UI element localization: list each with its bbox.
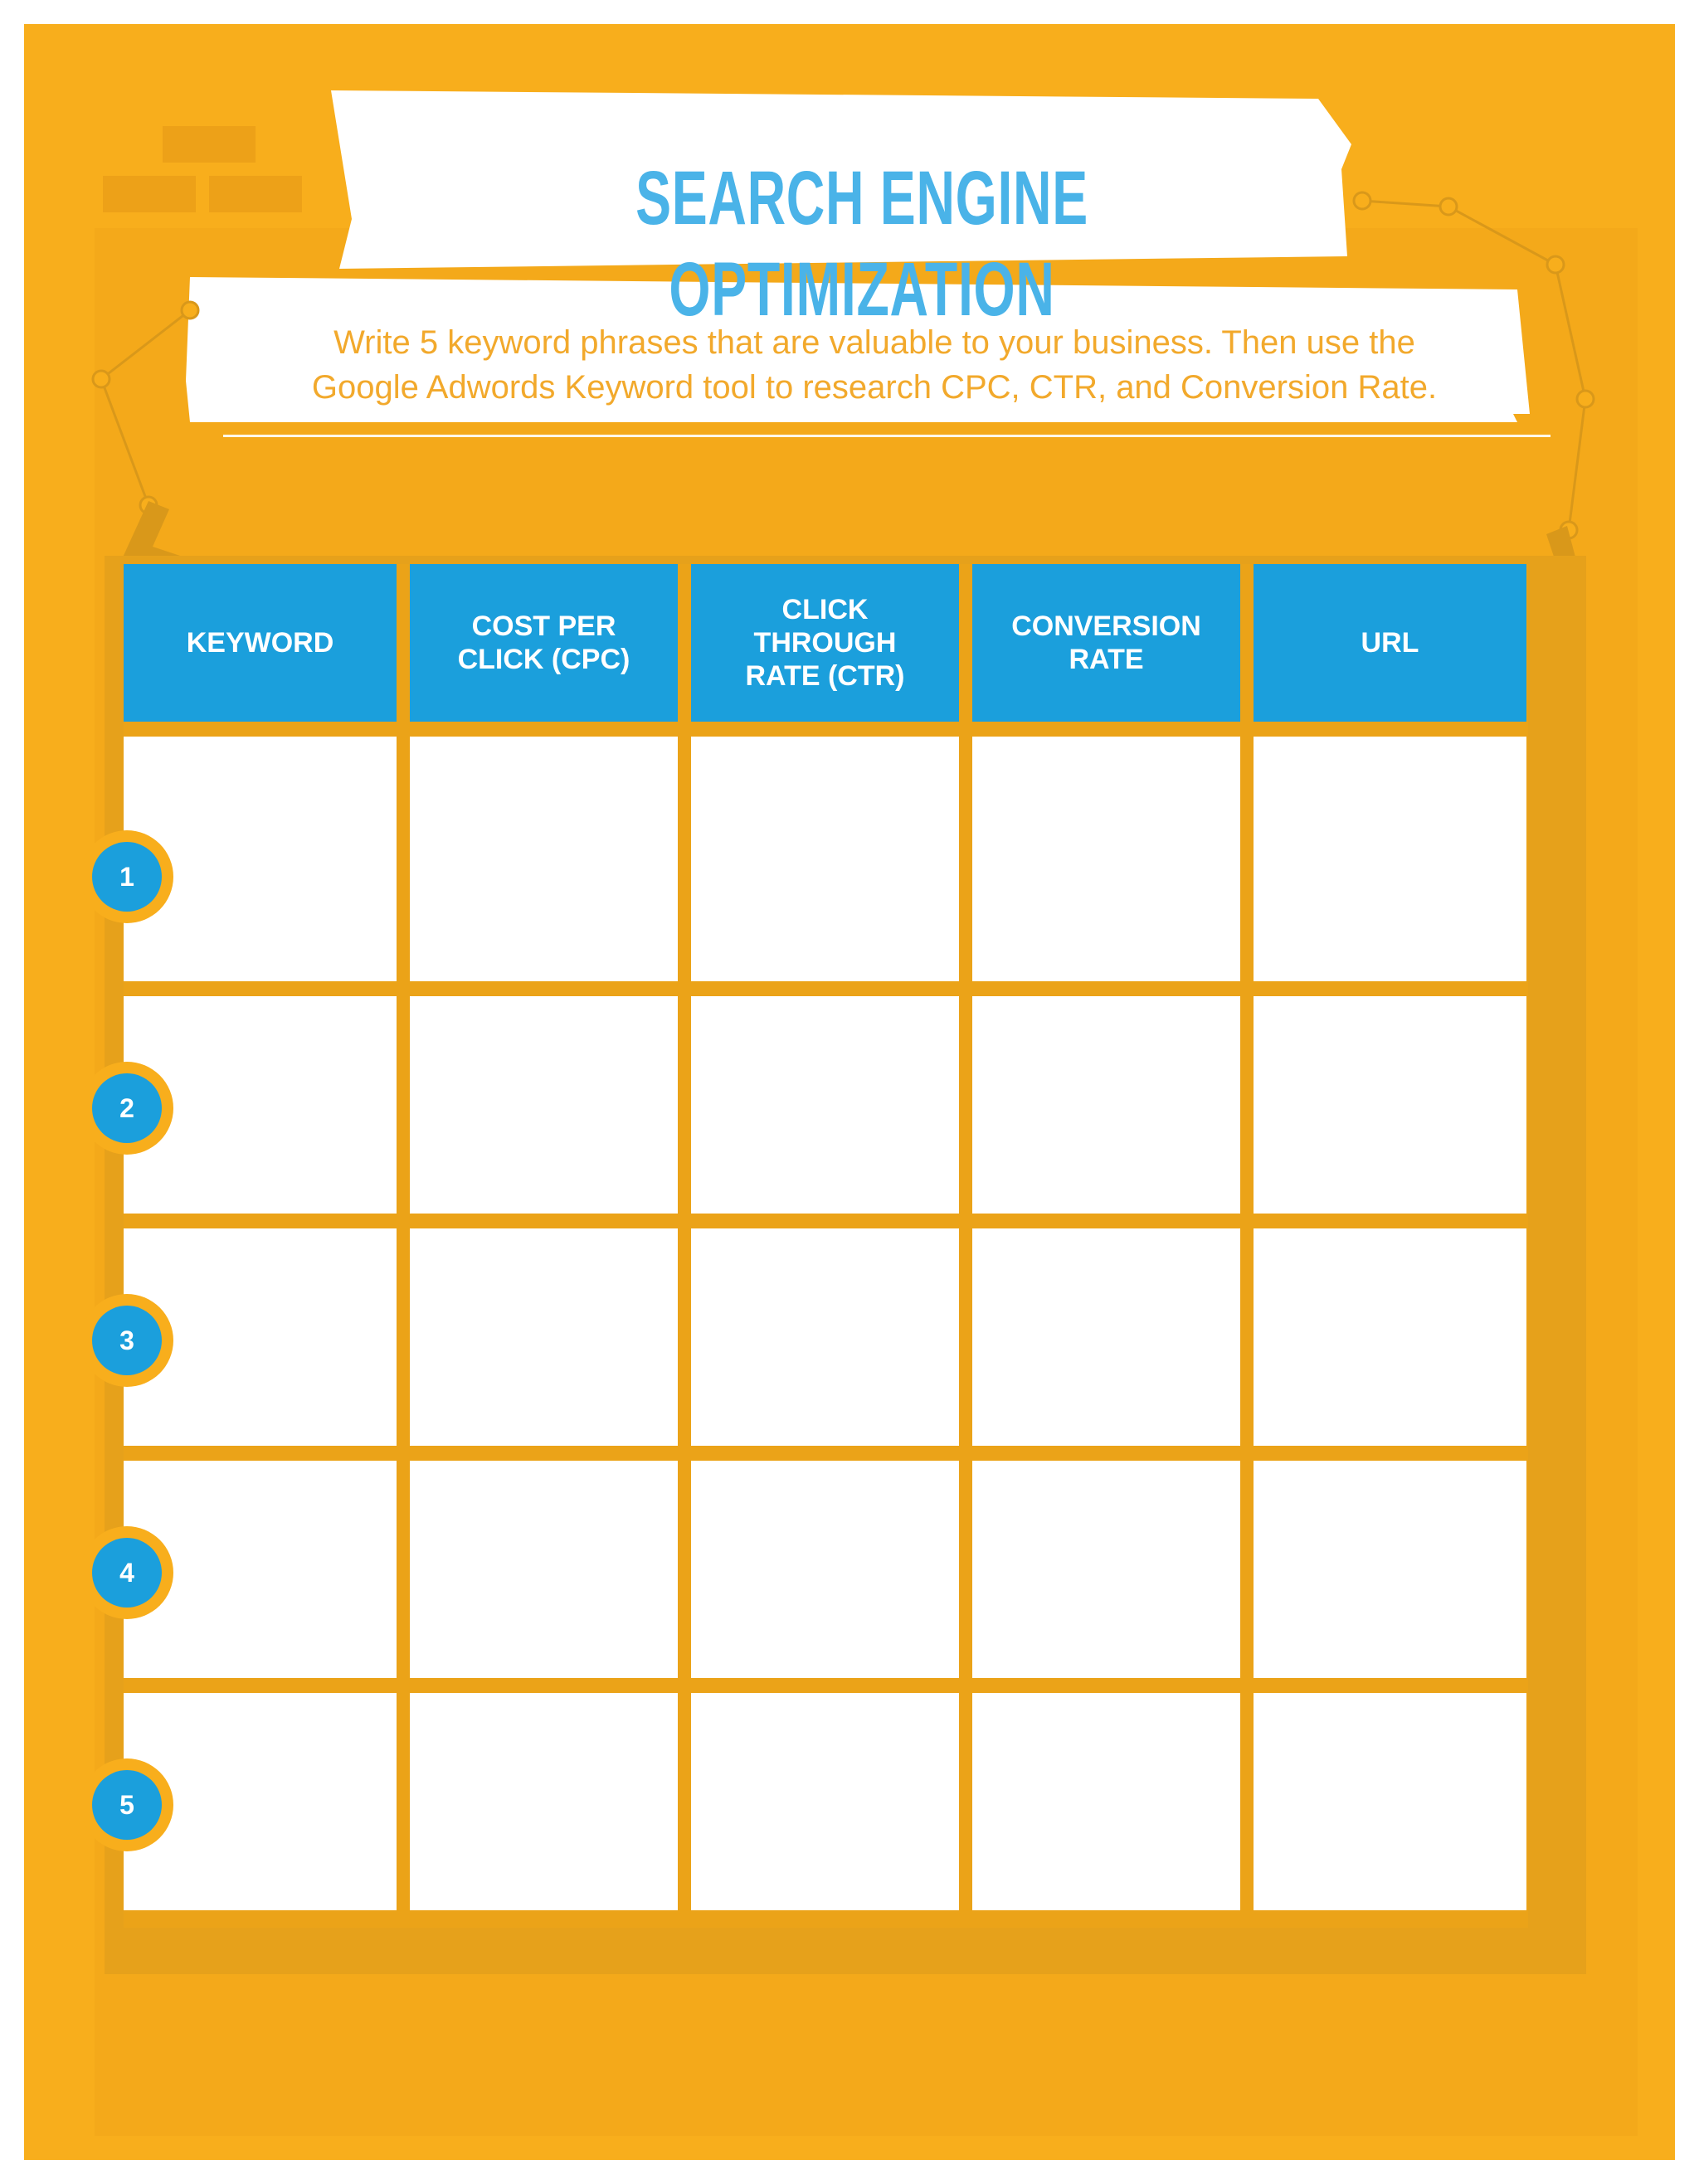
cell-conversion-3[interactable] (972, 1228, 1240, 1446)
row-number-badge (80, 1758, 173, 1851)
row-number-badge (80, 1062, 173, 1155)
cell-cpc-5[interactable] (410, 1693, 678, 1910)
row-number-badge (80, 1294, 173, 1387)
instructions-text (215, 320, 1534, 420)
cell-url-5[interactable] (1254, 1693, 1526, 1910)
keyword-table (124, 564, 1528, 1928)
cell-cpc-2[interactable] (410, 996, 678, 1214)
column-header-keyword: KEYWORD (124, 564, 397, 722)
cell-conversion-4[interactable] (972, 1461, 1240, 1678)
cell-url-1[interactable] (1254, 737, 1526, 981)
cell-ctr-4[interactable] (691, 1461, 959, 1678)
column-header-ctr: CLICK THROUGH RATE (CTR) (691, 564, 959, 722)
page-title: SEARCH ENGINE OPTIMIZATION (635, 156, 1088, 332)
cell-ctr-5[interactable] (691, 1693, 959, 1910)
row-number-badge (80, 830, 173, 923)
column-header-cpc: COST PER CLICK (CPC) (410, 564, 678, 722)
column-header-conversion-rate: CONVERSION RATE (972, 564, 1240, 722)
row-number: 4 (92, 1538, 162, 1608)
cell-url-2[interactable] (1254, 996, 1526, 1214)
cell-conversion-1[interactable] (972, 737, 1240, 981)
column-header-url: URL (1254, 564, 1526, 722)
cell-conversion-2[interactable] (972, 996, 1240, 1214)
cell-url-4[interactable] (1254, 1461, 1526, 1678)
cell-cpc-4[interactable] (410, 1461, 678, 1678)
chain-left (93, 302, 198, 513)
row-number: 5 (92, 1770, 162, 1840)
cell-ctr-2[interactable] (691, 996, 959, 1214)
row-number: 2 (92, 1073, 162, 1143)
cell-conversion-5[interactable] (972, 1693, 1240, 1910)
row-number: 3 (92, 1306, 162, 1375)
cell-url-3[interactable] (1254, 1228, 1526, 1446)
row-number-badge (80, 1526, 173, 1619)
row-number: 1 (92, 842, 162, 912)
subtitle-underline (223, 435, 1551, 437)
cell-cpc-1[interactable] (410, 737, 678, 981)
instructions-line-1: Write 5 keyword phrases that are valuable to your business. Then use the (333, 324, 1415, 361)
cell-ctr-1[interactable] (691, 737, 959, 981)
cell-ctr-3[interactable] (691, 1228, 959, 1446)
cell-cpc-3[interactable] (410, 1228, 678, 1446)
instructions-line-2: Google Adwords Keyword tool to research CPC, CTR, and Conversion Rate. (311, 369, 1438, 406)
